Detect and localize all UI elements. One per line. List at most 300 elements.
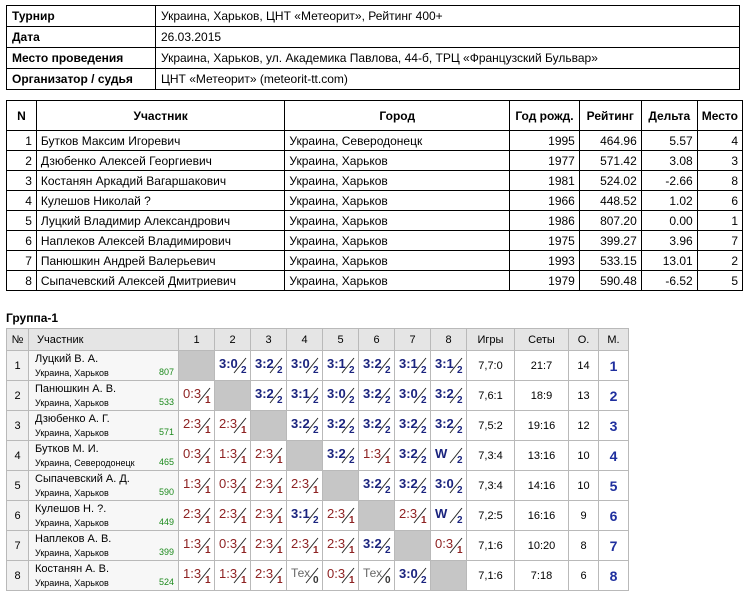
table-cell: Украина, Северодонецк [285, 131, 510, 151]
place-stat: 4 [599, 441, 629, 471]
self-match-cell [179, 351, 215, 381]
table-cell: -6.52 [641, 271, 697, 291]
player-name: Костанян А. В. [35, 563, 110, 575]
match-score: 2:3 [291, 536, 310, 551]
table-cell: 1977 [510, 151, 580, 171]
group-results-table [6, 328, 629, 591]
player-name: Бутков М. И. [35, 443, 99, 455]
match-score: 3:2 [435, 386, 454, 401]
points-stat: 10 [569, 471, 599, 501]
player-cell [29, 561, 179, 591]
match-score: 1:3 [183, 476, 202, 491]
match-points: 0 [313, 575, 319, 586]
table-row [7, 231, 743, 251]
group-column-header: 5 [323, 329, 359, 351]
table-cell: 3 [7, 171, 37, 191]
match-points: 2 [313, 365, 319, 376]
games-stat: 7,7:0 [467, 351, 515, 381]
match-score: 1:3 [363, 446, 382, 461]
table-cell: 1966 [510, 191, 580, 211]
games-stat: 7,2:5 [467, 501, 515, 531]
group-row-number: 8 [7, 561, 29, 591]
match-score: 3:2 [363, 386, 382, 401]
player-cell [29, 411, 179, 441]
match-score: 3:0 [327, 386, 346, 401]
column-header: N [7, 101, 37, 131]
group-column-header: 6 [359, 329, 395, 351]
match-score: 3:0 [399, 386, 418, 401]
match-points: 2 [457, 395, 463, 406]
match-points: 2 [313, 425, 319, 436]
table-cell: 4 [697, 131, 742, 151]
table-cell: 1979 [510, 271, 580, 291]
table-cell: 3 [697, 151, 742, 171]
sets-stat: 19:16 [515, 411, 569, 441]
info-label: Турнир [7, 6, 156, 27]
player-city: Украина, Харьков [35, 368, 109, 378]
place-stat: 3 [599, 411, 629, 441]
match-points: 2 [349, 365, 355, 376]
match-points: 2 [457, 365, 463, 376]
match-points: 1 [349, 545, 355, 556]
info-row [7, 69, 740, 90]
table-cell: Костанян Аркадий Вагаршакович [36, 171, 285, 191]
group-row-number: 7 [7, 531, 29, 561]
match-points: 2 [313, 395, 319, 406]
group-column-header: О. [569, 329, 599, 351]
table-cell: Дзюбенко Алексей Георгиевич [36, 151, 285, 171]
table-cell: 0.00 [641, 211, 697, 231]
player-rating: 449 [158, 517, 174, 527]
table-cell: 8 [697, 171, 742, 191]
match-points: 2 [277, 365, 283, 376]
match-points: 2 [385, 395, 391, 406]
match-score: 3:0 [291, 356, 310, 371]
player-name: Панюшкин А. В. [35, 383, 117, 395]
match-result-cell [431, 471, 467, 501]
info-label: Место проведения [7, 48, 156, 69]
table-cell: Украина, Харьков [285, 191, 510, 211]
match-score: 0:3 [327, 566, 346, 581]
match-points: 1 [349, 575, 355, 586]
match-result-cell [395, 501, 431, 531]
match-points: 2 [349, 455, 355, 466]
match-score: 0:3 [219, 476, 238, 491]
match-score: 3:2 [363, 476, 382, 491]
table-cell: 2 [7, 151, 37, 171]
place-stat: 5 [599, 471, 629, 501]
match-score: 2:3 [291, 476, 310, 491]
info-row [7, 27, 740, 48]
table-cell: 807.20 [579, 211, 641, 231]
match-result-cell [431, 411, 467, 441]
match-points: 1 [205, 575, 211, 586]
match-score: 3:2 [435, 416, 454, 431]
match-result-cell [359, 471, 395, 501]
match-score: 3:1 [327, 356, 346, 371]
match-result-cell [395, 471, 431, 501]
match-score: 0:3 [183, 386, 202, 401]
table-cell: 6 [697, 191, 742, 211]
player-cell [29, 381, 179, 411]
table-cell: 1995 [510, 131, 580, 151]
match-result-cell [395, 411, 431, 441]
match-points: 1 [205, 425, 211, 436]
match-result-cell [431, 441, 467, 471]
match-score: 1:3 [183, 566, 202, 581]
player-name: Сыпачевский А. Д. [35, 473, 130, 485]
info-label: Организатор / судья [7, 69, 156, 90]
match-points: 1 [277, 485, 283, 496]
match-result-cell [179, 411, 215, 441]
table-cell: 1 [7, 131, 37, 151]
player-rating: 533 [158, 397, 174, 407]
match-points: 2 [385, 485, 391, 496]
table-row [7, 131, 743, 151]
games-stat: 7,5:2 [467, 411, 515, 441]
match-score: 3:2 [327, 446, 346, 461]
match-result-cell [251, 561, 287, 591]
column-header: Дельта [641, 101, 697, 131]
match-result-cell [359, 381, 395, 411]
table-row [7, 271, 743, 291]
table-row [7, 151, 743, 171]
player-rating: 590 [158, 487, 174, 497]
match-result-cell [215, 351, 251, 381]
table-cell: 1993 [510, 251, 580, 271]
player-city: Украина, Харьков [35, 428, 109, 438]
points-stat: 14 [569, 351, 599, 381]
match-score: 2:3 [219, 416, 238, 431]
match-result-cell [323, 381, 359, 411]
games-stat: 7,6:1 [467, 381, 515, 411]
table-cell: 4 [7, 191, 37, 211]
match-score: 3:2 [399, 446, 418, 461]
group-column-header: 1 [179, 329, 215, 351]
table-cell: 5 [697, 271, 742, 291]
group-column-header: 3 [251, 329, 287, 351]
match-points: 1 [277, 515, 283, 526]
sets-stat: 7:18 [515, 561, 569, 591]
match-score: Тех [363, 566, 383, 580]
match-score: 3:2 [363, 416, 382, 431]
info-value: ЦНТ «Метеорит» (meteorit-tt.com) [156, 69, 740, 90]
player-name: Кулешов Н. ?. [35, 503, 107, 515]
match-result-cell [179, 441, 215, 471]
player-city: Украина, Северодонецк [35, 458, 135, 468]
match-points: 1 [277, 575, 283, 586]
match-result-cell [215, 411, 251, 441]
match-score: 2:3 [255, 476, 274, 491]
match-score: 1:3 [183, 536, 202, 551]
match-points: 1 [277, 455, 283, 466]
match-points: 1 [385, 455, 391, 466]
group-row [7, 381, 629, 411]
table-cell: 7 [697, 231, 742, 251]
table-row [7, 251, 743, 271]
match-points: 2 [421, 485, 427, 496]
match-result-cell [179, 531, 215, 561]
group-row-number: 1 [7, 351, 29, 381]
match-score: 3:2 [363, 536, 382, 551]
table-cell: Украина, Харьков [285, 231, 510, 251]
match-result-cell [359, 561, 395, 591]
games-stat: 7,3:4 [467, 441, 515, 471]
match-points: 2 [385, 545, 391, 556]
info-value: 26.03.2015 [156, 27, 740, 48]
table-cell: 3.96 [641, 231, 697, 251]
match-result-cell [431, 501, 467, 531]
points-stat: 10 [569, 441, 599, 471]
match-score: 3:2 [363, 356, 382, 371]
player-cell [29, 501, 179, 531]
group-row-number: 5 [7, 471, 29, 501]
match-score: 3:2 [327, 416, 346, 431]
match-score: 3:2 [399, 416, 418, 431]
self-match-cell [287, 441, 323, 471]
match-result-cell [251, 471, 287, 501]
sets-stat: 16:16 [515, 501, 569, 531]
match-score: 0:3 [219, 536, 238, 551]
sets-stat: 13:16 [515, 441, 569, 471]
match-score: 2:3 [183, 416, 202, 431]
match-points: 0 [385, 575, 391, 586]
match-score: 3:1 [291, 506, 310, 521]
table-cell: Сыпачевский Алексей Дмитриевич [36, 271, 285, 291]
match-points: 2 [457, 455, 463, 466]
group-row [7, 501, 629, 531]
player-cell [29, 441, 179, 471]
match-points: 1 [241, 485, 247, 496]
match-points: 2 [349, 425, 355, 436]
match-score: 3:0 [219, 356, 238, 371]
group-column-header: Игры [467, 329, 515, 351]
match-score: 2:3 [327, 536, 346, 551]
sets-stat: 10:20 [515, 531, 569, 561]
match-result-cell [179, 381, 215, 411]
player-city: Украина, Харьков [35, 548, 109, 558]
player-rating: 465 [158, 457, 174, 467]
match-points: 2 [457, 425, 463, 436]
group-row [7, 531, 629, 561]
match-result-cell [287, 471, 323, 501]
group-column-header: 7 [395, 329, 431, 351]
match-points: 1 [349, 515, 355, 526]
match-result-cell [323, 411, 359, 441]
match-result-cell [215, 501, 251, 531]
match-result-cell [251, 531, 287, 561]
match-score: 3:0 [435, 476, 454, 491]
match-result-cell [215, 531, 251, 561]
points-stat: 13 [569, 381, 599, 411]
table-cell: Украина, Харьков [285, 251, 510, 271]
player-rating: 571 [158, 427, 174, 437]
player-city: Украина, Харьков [35, 578, 109, 588]
match-points: 2 [421, 365, 427, 376]
match-result-cell [359, 411, 395, 441]
table-cell: Украина, Харьков [285, 211, 510, 231]
player-rating: 807 [158, 367, 174, 377]
table-cell: Украина, Харьков [285, 171, 510, 191]
group-row [7, 561, 629, 591]
group-row [7, 471, 629, 501]
match-result-cell [287, 411, 323, 441]
info-row [7, 48, 740, 69]
group-column-header: Сеты [515, 329, 569, 351]
match-points: 1 [205, 545, 211, 556]
match-result-cell [287, 351, 323, 381]
match-result-cell [323, 351, 359, 381]
match-score: W [435, 446, 448, 461]
column-header: Место [697, 101, 742, 131]
match-score: 3:1 [435, 356, 454, 371]
match-points: 1 [205, 515, 211, 526]
match-score: 0:3 [183, 446, 202, 461]
match-result-cell [251, 351, 287, 381]
match-points: 1 [457, 545, 463, 556]
column-header: Город [285, 101, 510, 131]
table-cell: Панюшкин Андрей Валерьевич [36, 251, 285, 271]
player-city: Украина, Харьков [35, 518, 109, 528]
match-points: 2 [385, 425, 391, 436]
match-result-cell [287, 531, 323, 561]
match-points: 2 [313, 515, 319, 526]
match-score: 1:3 [219, 446, 238, 461]
match-points: 1 [313, 485, 319, 496]
match-result-cell [431, 351, 467, 381]
column-header: Год рожд. [510, 101, 580, 131]
match-points: 1 [241, 455, 247, 466]
match-points: 2 [457, 515, 463, 526]
match-result-cell [395, 561, 431, 591]
match-points: 2 [421, 425, 427, 436]
match-points: 1 [241, 425, 247, 436]
place-stat: 6 [599, 501, 629, 531]
table-cell: 1981 [510, 171, 580, 191]
self-match-cell [215, 381, 251, 411]
table-cell: 3.08 [641, 151, 697, 171]
match-points: 2 [421, 455, 427, 466]
group-row-number: 6 [7, 501, 29, 531]
group-column-header: 8 [431, 329, 467, 351]
table-cell: 1986 [510, 211, 580, 231]
participants-header-row [7, 101, 743, 131]
match-points: 1 [205, 485, 211, 496]
player-city: Украина, Харьков [35, 488, 109, 498]
match-points: 2 [421, 575, 427, 586]
match-score: 3:2 [255, 386, 274, 401]
match-score: 3:2 [255, 356, 274, 371]
table-cell: 5.57 [641, 131, 697, 151]
group-column-header: 4 [287, 329, 323, 351]
match-score: 2:3 [399, 506, 418, 521]
tournament-info-table [6, 5, 740, 90]
match-result-cell [287, 381, 323, 411]
group-row [7, 411, 629, 441]
match-score: 3:2 [291, 416, 310, 431]
table-cell: 464.96 [579, 131, 641, 151]
match-result-cell [251, 441, 287, 471]
table-cell: 5 [7, 211, 37, 231]
match-points: 1 [241, 575, 247, 586]
match-score: 2:3 [255, 446, 274, 461]
match-result-cell [179, 501, 215, 531]
table-cell: 571.42 [579, 151, 641, 171]
self-match-cell [431, 561, 467, 591]
table-cell: 1975 [510, 231, 580, 251]
match-points: 2 [421, 395, 427, 406]
match-points: 1 [241, 515, 247, 526]
info-label: Дата [7, 27, 156, 48]
sets-stat: 21:7 [515, 351, 569, 381]
match-result-cell [359, 531, 395, 561]
match-result-cell [395, 381, 431, 411]
sets-stat: 18:9 [515, 381, 569, 411]
column-header: Рейтинг [579, 101, 641, 131]
games-stat: 7,3:4 [467, 471, 515, 501]
match-result-cell [431, 531, 467, 561]
table-cell: Украина, Харьков [285, 151, 510, 171]
table-cell: 533.15 [579, 251, 641, 271]
player-city: Украина, Харьков [35, 398, 109, 408]
match-score: 2:3 [219, 506, 238, 521]
match-result-cell [179, 471, 215, 501]
player-name: Наплеков А. В. [35, 533, 112, 545]
table-cell: 590.48 [579, 271, 641, 291]
match-result-cell [323, 441, 359, 471]
match-score: 3:1 [399, 356, 418, 371]
match-points: 2 [277, 395, 283, 406]
table-cell: 1.02 [641, 191, 697, 211]
match-score: 3:1 [291, 386, 310, 401]
table-cell: Наплеков Алексей Владимирович [36, 231, 285, 251]
player-cell [29, 351, 179, 381]
match-result-cell [251, 381, 287, 411]
player-name: Луцкий В. А. [35, 353, 99, 365]
points-stat: 8 [569, 531, 599, 561]
match-score: 2:3 [255, 506, 274, 521]
match-result-cell [215, 561, 251, 591]
match-result-cell [215, 441, 251, 471]
column-header: Участник [36, 101, 285, 131]
player-rating: 524 [158, 577, 174, 587]
place-stat: 8 [599, 561, 629, 591]
match-score: 2:3 [327, 506, 346, 521]
match-result-cell [323, 501, 359, 531]
match-score: 3:2 [399, 476, 418, 491]
table-row [7, 171, 743, 191]
match-points: 2 [241, 365, 247, 376]
points-stat: 6 [569, 561, 599, 591]
table-cell: 2 [697, 251, 742, 271]
match-points: 1 [421, 515, 427, 526]
match-result-cell [287, 501, 323, 531]
table-cell: Украина, Харьков [285, 271, 510, 291]
games-stat: 7,1:6 [467, 531, 515, 561]
table-row [7, 191, 743, 211]
match-score: Тех [291, 566, 311, 580]
place-stat: 7 [599, 531, 629, 561]
table-cell: 524.02 [579, 171, 641, 191]
match-points: 1 [241, 545, 247, 556]
table-cell: Бутков Максим Игоревич [36, 131, 285, 151]
match-score: 3:0 [399, 566, 418, 581]
table-cell: Луцкий Владимир Александрович [36, 211, 285, 231]
points-stat: 9 [569, 501, 599, 531]
match-score: 2:3 [255, 536, 274, 551]
table-cell: 8 [7, 271, 37, 291]
sets-stat: 14:16 [515, 471, 569, 501]
